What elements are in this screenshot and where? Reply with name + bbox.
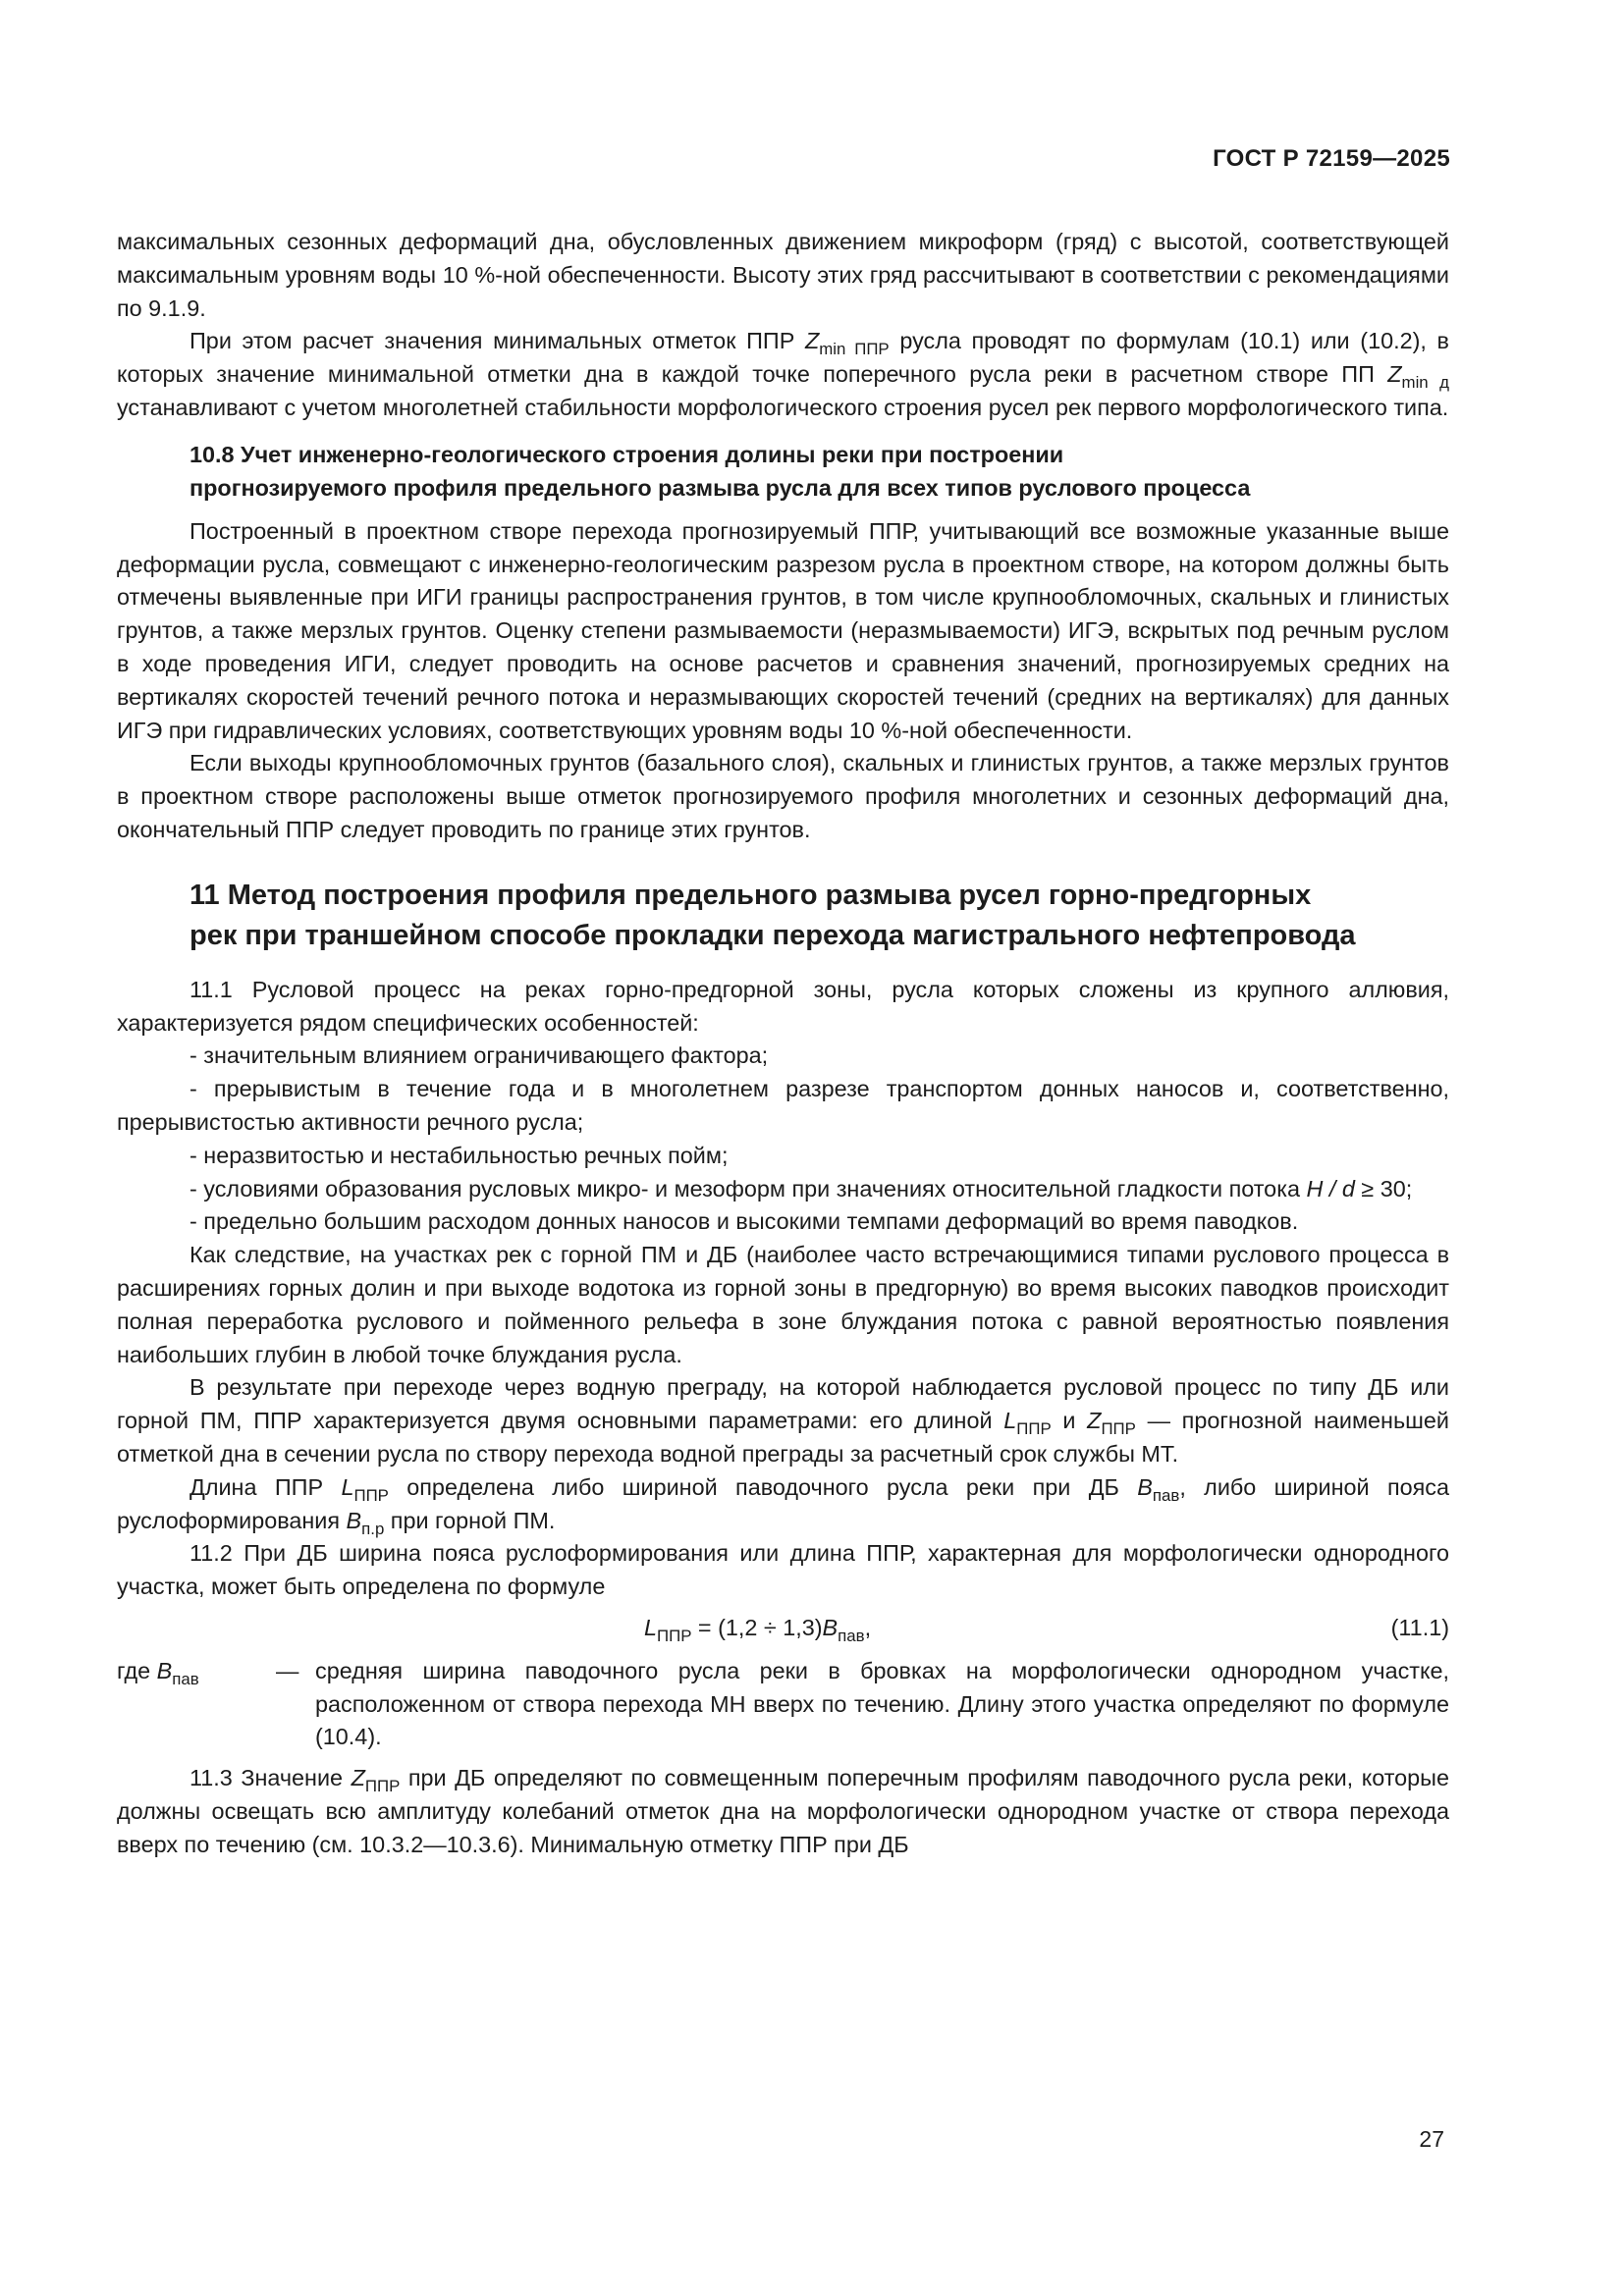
- section-heading-10-8: 10.8 Учет инженерно-геологического строения долины реки при построении прогнозируемого профиля предельного размыва русла для всех типов руслового процесса: [189, 441, 1251, 501]
- paragraph: Построенный в проектном створе перехода прогнозируемый ППР, учитывающий все возможные указанные выше деформации русла, совмещают с инженерно-геологическим разрезом русла в проектном створе, на котором должны быть отмечены выявленные при ИГИ границы распространения грунтов, в том числе крупнообломочных, скальных и глинистых грунтов, а также мерзлых грунтов. Оценку степени размываемости (неразмываемости) ИГЭ, вскрытых под речным руслом в ходе проведения ИГИ, следует проводить на основе расчетов и сравнения значений, прогнозируемых средних на вертикалях скоростей течений речного потока и неразмывающих скоростей течений (средних на вертикалях) для данных ИГЭ при гидравлических условиях, соответствующих уровням воды 10 %-ной обеспеченности.: [117, 517, 1449, 743]
- paragraph: В результате при переходе через водную преграду, на которой наблюдается русловой процесс по типу ДБ или горной ПМ, ППР характеризуется двумя основными параметрами: его длиной $L_{ППР}$ и $Z_{ППР}$ — прогнозной наименьшей отметкой дна в сечении русла по створу перехода водной преграды за расчетный срок службы МТ.: [117, 1374, 1449, 1467]
- document-header: ГОСТ Р 72159—2025: [1213, 145, 1450, 172]
- formula-explanation: [117, 1655, 1449, 1754]
- list-item: - значительным влиянием ограничивающего фактора;: [189, 1042, 769, 1069]
- paragraph: При этом расчет значения минимальных отметок ППР $Z_{min ППР}$ русла проводят по формулам (10.1) или (10.2), в которых значение минимальной отметки дна в каждой точке поперечного русла реки в расчетном створе ПП $Z_{min д}$ устанавливают с учетом многолетней стабильности морфологического строения русел рек первого морфологического типа.: [117, 328, 1449, 420]
- section-heading-11: 11 Метод построения профиля предельного размыва русел горно-предгорных рек при траншейном способе прокладки перехода магистрального нефтепровода: [189, 879, 1356, 951]
- explanation-dash: —: [276, 1657, 299, 1683]
- formula-expression: $L_{ППР} = (1,2 \div 1,3)B_{пав}$,: [644, 1614, 872, 1645]
- list-item: - предельно большим расходом донных наносов и высокими темпами деформаций во время паводков.: [189, 1208, 1299, 1235]
- page-content: [117, 226, 1449, 1862]
- page-number: 27: [1419, 2126, 1444, 2152]
- paragraph: 11.1 Русловой процесс на реках горно-предгорной зоны, русла которых сложены из крупного аллювия, характеризуется рядом специфических особенностей:: [117, 976, 1449, 1036]
- list-item: - условиями образования русловых микро- и мезоформ при значениях относительной гладкости потока H / d ≥ 30;: [189, 1175, 1413, 1201]
- explanation-term: где $B_{пав}$: [117, 1657, 199, 1688]
- paragraph: 11.2 При ДБ ширина пояса руслоформирования или длина ППР, характерная для морфологически однородного участка, может быть определена по формуле: [117, 1540, 1449, 1600]
- paragraph: Если выходы крупнообломочных грунтов (базального слоя), скальных и глинистых грунтов, а также мерзлых грунтов в проектном створе расположены выше отметок прогнозируемого профиля многолетних и сезонных деформаций дна, окончательный ППР следует проводить по границе этих грунтов.: [117, 750, 1449, 842]
- formula-11-1: [117, 1608, 1449, 1649]
- list-item: - прерывистым в течение года и в многолетнем разрезе транспортом донных наносов и, соответственно, прерывистостью активности речного русла;: [117, 1076, 1449, 1135]
- paragraph: максимальных сезонных деформаций дна, обусловленных движением микроформ (гряд) с высотой, соответствующей максимальным уровням воды 10 %-ной обеспеченности. Высоту этих гряд рассчитывают в соответствии с рекомендациями по 9.1.9.: [117, 229, 1449, 321]
- paragraph: 11.3 Значение $Z_{ППР}$ при ДБ определяют по совмещенным поперечным профилям паводочного русла реки, которые должны освещать всю амплитуду колебаний отметок дна на морфологически однородном участке от створа перехода вверх по течению (см. 10.3.2—10.3.6). Минимальную отметку ППР при ДБ: [117, 1765, 1449, 1857]
- paragraph: Длина ППР $L_{ППР}$ определена либо шириной паводочного русла реки при ДБ $B_{пав}$, либо шириной пояса руслоформирования $B_{п.р}$ при горной ПМ.: [117, 1473, 1449, 1538]
- explanation-definition: средняя ширина паводочного русла реки в бровках на морфологически однородном участке, расположенном от створа перехода МН вверх по течению. Длину этого участка определяют по формуле (10.4).: [315, 1657, 1449, 1750]
- paragraph: Как следствие, на участках рек с горной ПМ и ДБ (наиболее часто встречающимися типами руслового процесса в расширениях горных долин и при выходе водотока из горной зоны в предгорную) во время высоких паводков происходит полная переработка руслового и пойменного рельефа в зоне блуждания потока с равной вероятностью появления наибольших глубин в любой точке блуждания русла.: [117, 1242, 1449, 1367]
- formula-number: (11.1): [1390, 1614, 1449, 1640]
- list-item: - неразвитостью и нестабильностью речных пойм;: [189, 1142, 729, 1168]
